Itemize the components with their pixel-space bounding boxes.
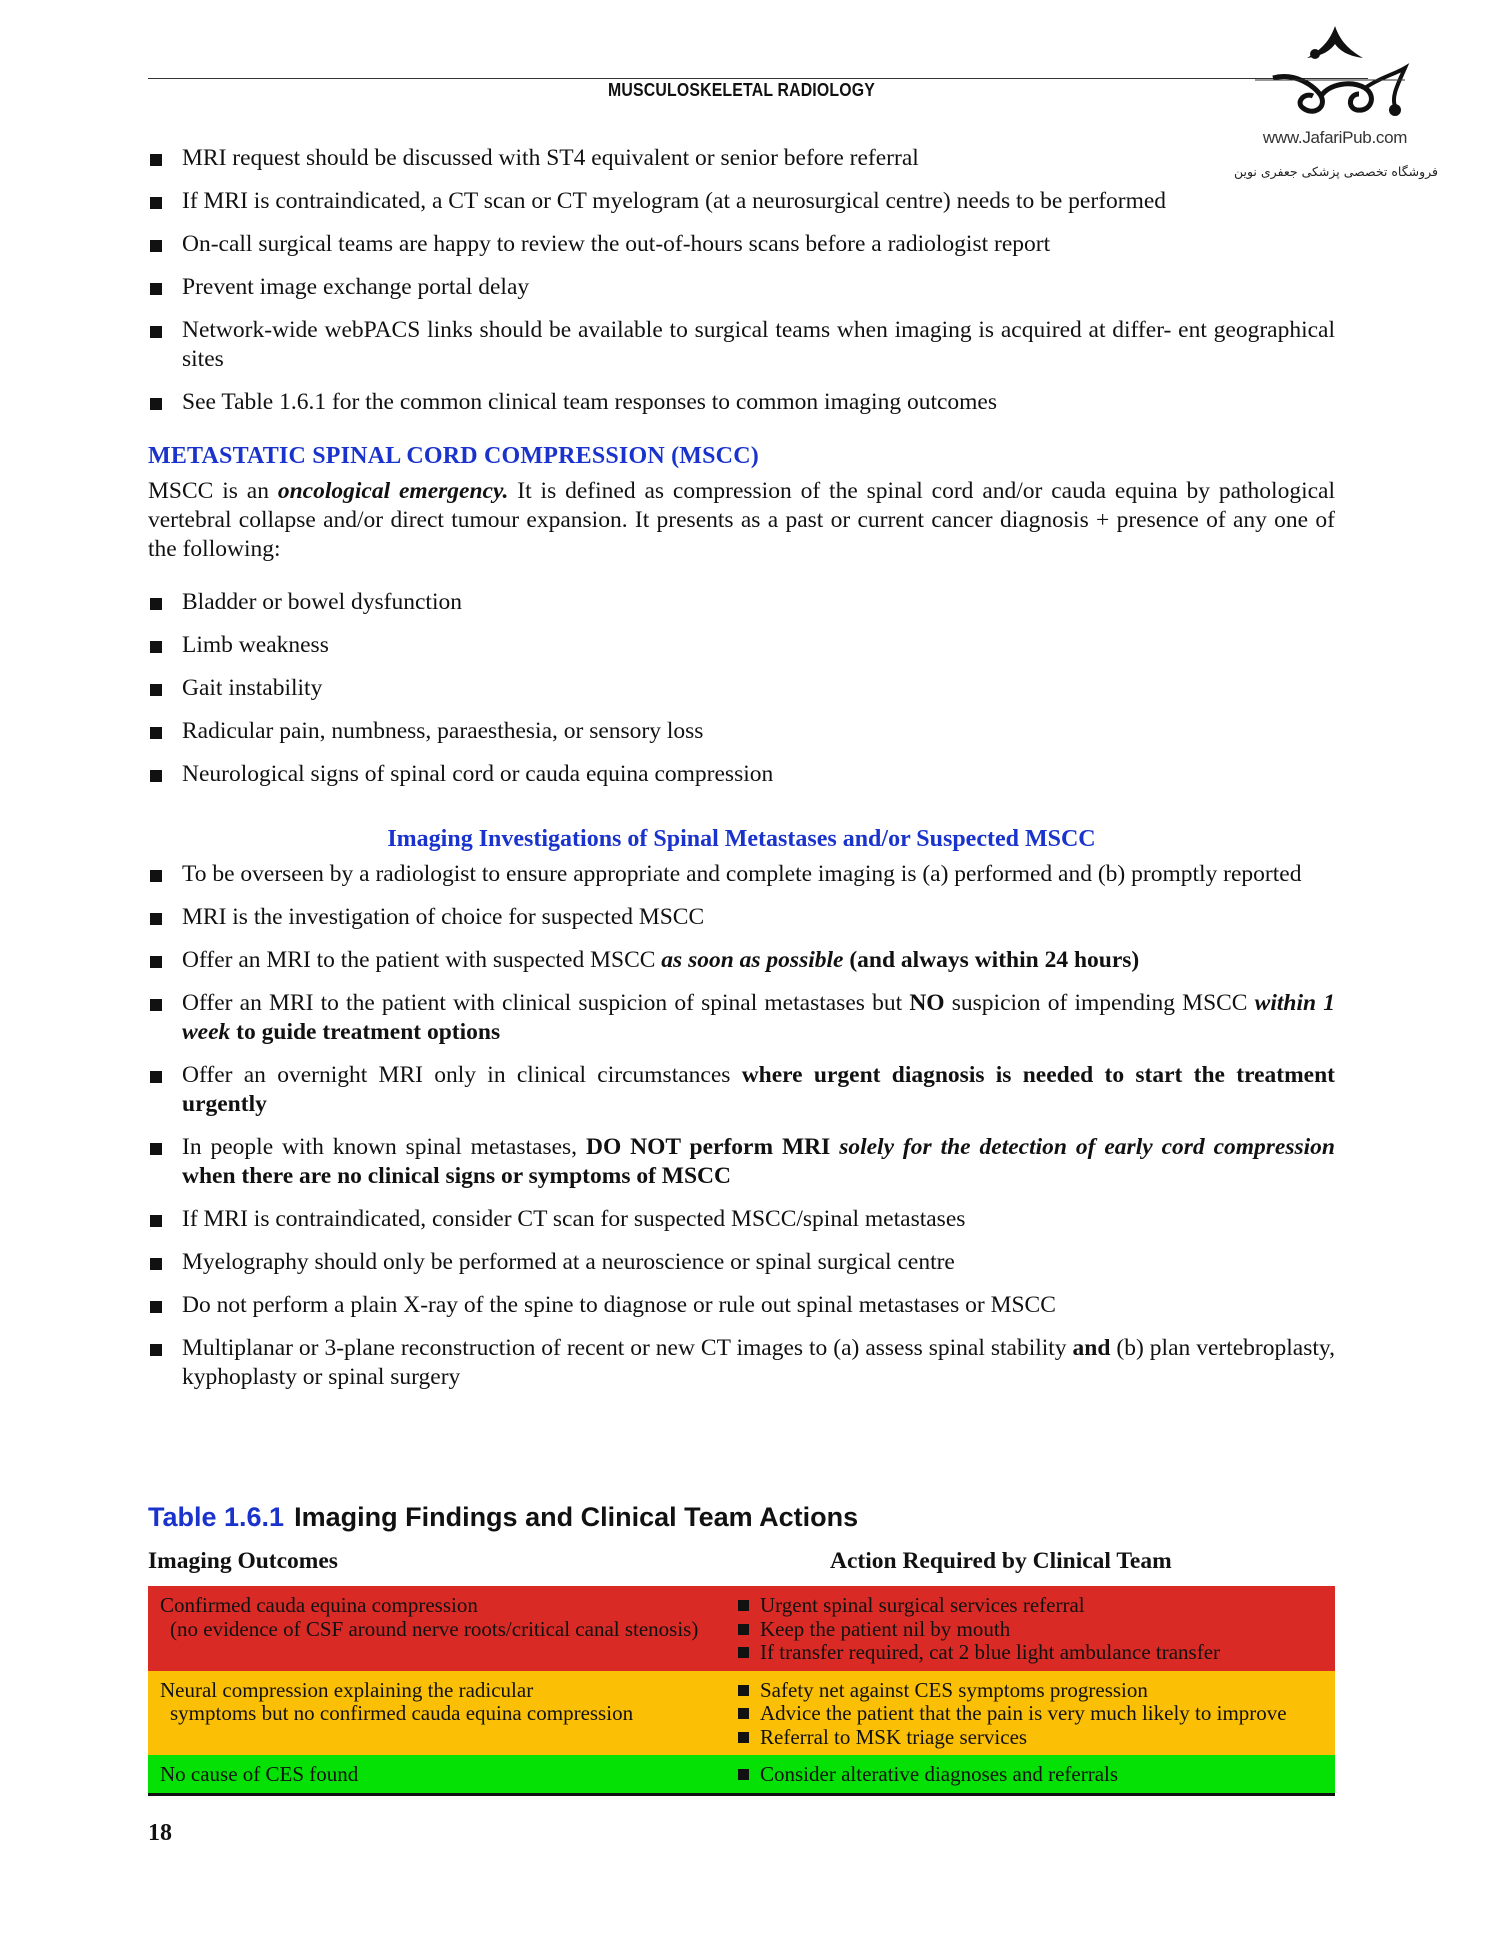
actions-cell: [722, 1671, 1335, 1756]
list-item: MRI request should be discussed with ST4 equivalent or senior before referral: [148, 144, 1335, 173]
header-rule: [148, 78, 1368, 79]
list-item: To be overseen by a radiologist to ensure appropriate and complete imaging is (a) performed and (b) promptly reported: [148, 860, 1335, 889]
action-item: Referral to MSK triage services: [738, 1726, 1325, 1750]
mscc-intro-paragraph: [148, 477, 1335, 564]
intro-emphasis: oncological emergency.: [277, 478, 509, 504]
imaging-bullet-list: [148, 860, 1335, 1406]
bold-text: (and always within 24 hours): [843, 947, 1140, 973]
section-heading-mscc: METASTATIC SPINAL CORD COMPRESSION (MSCC): [148, 443, 759, 469]
outcome-text: Confirmed cauda equina compression: [160, 1593, 478, 1617]
calligraphy-logo-icon: [1255, 22, 1415, 122]
emphasis: solely for the detection of early cord compression: [839, 1134, 1335, 1160]
list-item: Radicular pain, numbness, paraesthesia, or sensory loss: [148, 717, 1335, 746]
publisher-tagline: فروشگاه تخصصی پزشکی جعفری نوین: [1233, 164, 1439, 179]
publisher-logo: [1233, 22, 1445, 179]
emphasis: within 1 week: [182, 990, 1336, 1045]
table-number: Table 1.6.1: [148, 1502, 285, 1532]
table-title: Imaging Findings and Clinical Team Actions: [294, 1502, 859, 1532]
list-item: [148, 1133, 1335, 1191]
column-header-outcomes: Imaging Outcomes: [148, 1548, 338, 1574]
running-head: MUSCULOSKELETAL RADIOLOGY: [608, 80, 875, 100]
actions-cell: [722, 1586, 1335, 1671]
table-caption: [148, 1502, 858, 1533]
list-item: Limb weakness: [148, 631, 1335, 660]
page-number: 18: [148, 1820, 172, 1846]
list-item: If MRI is contraindicated, a CT scan or CT myelogram (at a neurosurgical centre) needs to be performed: [148, 187, 1335, 216]
action-item: Consider alterative diagnoses and referrals: [738, 1763, 1325, 1787]
list-item: Network-wide webPACS links should be available to surgical teams when imaging is acquired at differ- ent geographical sites: [148, 316, 1335, 374]
findings-actions-table: [148, 1586, 1335, 1796]
intro-text: MSCC is an: [148, 478, 278, 504]
action-item: Keep the patient nil by mouth: [738, 1618, 1325, 1642]
text: Offer an MRI to the patient with suspected MSCC: [182, 947, 662, 973]
list-item: MRI is the investigation of choice for suspected MSCC: [148, 903, 1335, 932]
bold-text: when there are no clinical signs or symptoms of MSCC: [182, 1163, 731, 1189]
action-item: Safety net against CES symptoms progression: [738, 1679, 1325, 1703]
bold-text: where urgent diagnosis is needed to start the treatment urgently: [182, 1062, 1335, 1117]
list-item: Myelography should only be performed at a neuroscience or spinal surgical centre: [148, 1248, 1335, 1277]
actions-cell: [722, 1755, 1335, 1793]
subsection-heading-imaging: Imaging Investigations of Spinal Metastases and/or Suspected MSCC: [387, 826, 1096, 852]
list-item: Gait instability: [148, 674, 1335, 703]
outcome-cell: [148, 1755, 722, 1793]
outcome-text: Neural compression explaining the radicular: [160, 1677, 534, 1702]
outcome-cell: [148, 1671, 722, 1756]
table-row-green: [148, 1755, 1335, 1793]
emphasis: as soon as possible: [661, 947, 844, 973]
list-item: Bladder or bowel dysfunction: [148, 588, 1335, 617]
intro-text: It is defined as compression of the spinal cord and/or cauda equina by pathological vertebral collapse and/or direct tumour expansion. It presents as a past or current cancer diagnosis + presence of any one of the following:: [148, 478, 1336, 562]
text: Offer an MRI to the patient with clinical suspicion of spinal metastases but: [182, 990, 910, 1016]
outcome-detail: (no evidence of CSF around nerve roots/critical canal stenosis): [170, 1616, 699, 1641]
outcome-detail: symptoms but no confirmed cauda equina compression: [170, 1701, 634, 1725]
publisher-url[interactable]: www.JafariPub.com: [1262, 128, 1408, 147]
text: (b) plan vertebroplasty, kyphoplasty or spinal surgery: [182, 1335, 1335, 1390]
action-item: If transfer required, cat 2 blue light ambulance transfer: [738, 1641, 1325, 1665]
list-item: [148, 989, 1335, 1047]
list-item: See Table 1.6.1 for the common clinical team responses to common imaging outcomes: [148, 388, 1335, 417]
text: In people with known spinal metastases,: [182, 1134, 586, 1160]
action-item: Advice the patient that the pain is very much likely to improve: [738, 1702, 1325, 1726]
list-item: [148, 1061, 1335, 1119]
list-item: [148, 1334, 1335, 1392]
text: Multiplanar or 3-plane reconstruction of recent or new CT images to (a) assess spinal stability: [182, 1335, 1073, 1361]
mscc-criteria-list: [148, 588, 1335, 803]
bold-text: NO: [909, 990, 945, 1016]
action-item: Urgent spinal surgical services referral: [738, 1594, 1325, 1618]
bold-text: to guide treatment options: [230, 1019, 501, 1045]
list-item: [148, 946, 1335, 975]
list-item: Prevent image exchange portal delay: [148, 273, 1335, 302]
referral-bullet-list: [148, 144, 1335, 431]
outcome-text: No cause of CES found: [160, 1762, 359, 1786]
bold-text: DO NOT perform MRI: [585, 1134, 840, 1160]
list-item: Do not perform a plain X-ray of the spine to diagnose or rule out spinal metastases or MSCC: [148, 1291, 1335, 1320]
list-item: On-call surgical teams are happy to review the out-of-hours scans before a radiologist report: [148, 230, 1335, 259]
list-item: If MRI is contraindicated, consider CT scan for suspected MSCC/spinal metastases: [148, 1205, 1335, 1234]
list-item: Neurological signs of spinal cord or cauda equina compression: [148, 760, 1335, 789]
column-header-actions: Action Required by Clinical Team: [830, 1548, 1172, 1574]
table-row-red: [148, 1586, 1335, 1671]
text: Offer an overnight MRI only in clinical circumstances: [182, 1062, 742, 1088]
text: suspicion of impending MSCC: [944, 990, 1255, 1016]
table-row-amber: [148, 1671, 1335, 1756]
outcome-cell: [148, 1586, 722, 1671]
bold-text: and: [1072, 1335, 1111, 1361]
